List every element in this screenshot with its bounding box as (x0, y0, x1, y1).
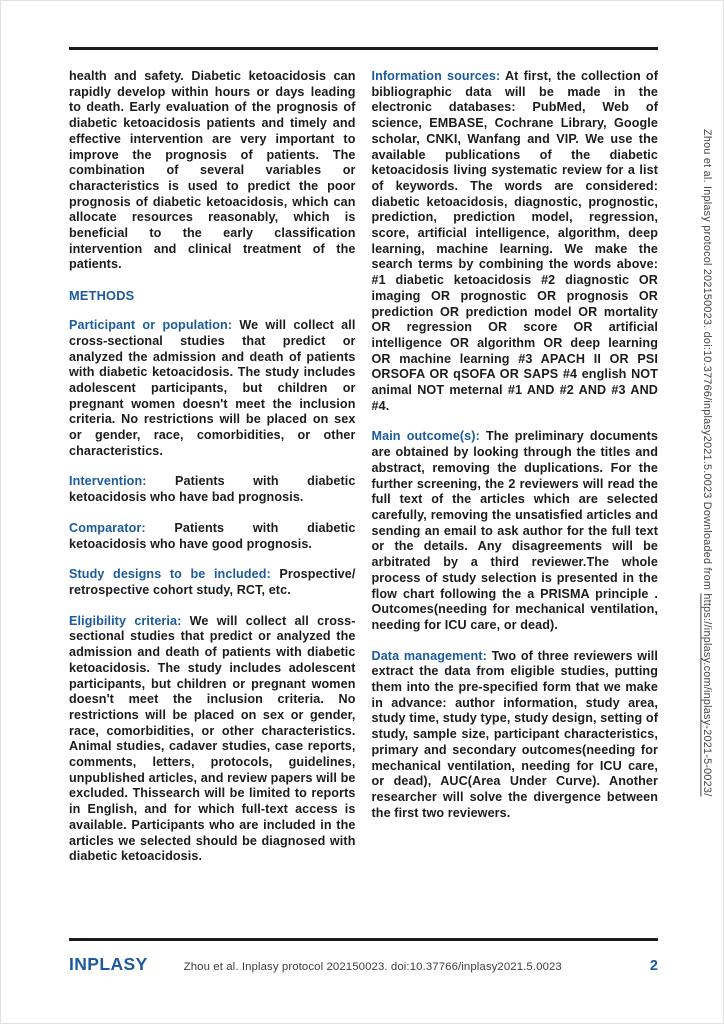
section-intervention (69, 474, 356, 505)
section-text: The preliminary documents are obtained by looking through the titles and abstract, removing the duplications. For the further screening, the 2 reviewers will read the full text of the articles which are selected carefully, removing the unsatisfied articles and sending an email to ask author for the full text or the details. Any disagreements will be arbitrated by a third reviewer.The whole process of study selection is presented in the flow chart following the a PRISMA principle . Outcomes(needing for mechanical ventilation, needing for ICU care, or dead). (371, 429, 658, 632)
paragraph-text: health and safety. Diabetic ketoacidosis can rapidly develop within hours or days leading to death. Early evaluation of the prognosis of diabetic ketoacidosis patients and timely and effective intervention are very important to improve the prognosis of patients. The combination of several variables or characteristics is used to predict the poor prognosis of diabetic ketoacidosis, which can allocate resources reasonably, which is beneficial to the early classification intervention and clinical treatment of the patients. (69, 69, 356, 272)
section-label: Information sources: (371, 69, 501, 83)
section-label: Participant or population: (69, 318, 233, 333)
section-text: We will collect all cross-sectional studies that predict or analyzed the admission and death of patients with diabetic ketoacidosis. The study includes adolescent participants, but children or pregnant women doesn't meet the inclusion criteria. No restrictions will be placed on sex or gender, race, comorbidities, or other characteristics. Animal studies, cadaver studies, case reports, comments, letters, protocols, guidelines, unpublished articles, and review papers will be excluded. Thissearch will be limited to reports in English, and for which full-text access is available. Participants who are included in the articles we selected should be diagnosed with diabetic ketoacidosis. (69, 613, 356, 864)
paragraph-introduction-continued (69, 69, 356, 273)
section-label: Main outcome(s): (371, 429, 480, 444)
page-number: 2 (649, 958, 658, 974)
page-body (69, 69, 658, 865)
section-text: We will collect all cross-sectional studies that predict or analyzed the admission and death of patients with diabetic ketoacidosis. The study includes adolescent participants, but children or pregnant women doesn't meet the inclusion criteria. No restrictions will be placed on sex or gender, race, comorbidities, or other characteristics. (69, 318, 356, 458)
section-comparator (69, 521, 356, 552)
section-information-sources (372, 69, 659, 414)
section-eligibility-criteria (69, 614, 356, 865)
methods-heading: METHODS (69, 288, 135, 304)
section-text: Two of three reviewers will extract the data from eligible studies, putting them into the pre-specified form that we make in advance: author information, study area, study time, study type, study design, setting of study, sample size, participant characteristics, primary and secondary outcomes(needing for mechanical ventilation, needing for ICU care, or dead), AUC(Area Under Curve). Another researcher will solve the divergence between the first two reviewers. (371, 648, 658, 820)
section-participant-or-population (69, 318, 356, 459)
section-label: Study designs to be included: (69, 567, 271, 582)
inplasy-logo: INPLASY (69, 954, 148, 974)
section-label: Data management: (371, 648, 487, 663)
left-column (69, 69, 356, 865)
rotated-margin-citation (701, 129, 713, 796)
section-text: Patients with diabetic ketoacidosis who have bad prognosis. (69, 474, 356, 505)
section-label: Eligibility criteria: (69, 613, 182, 628)
section-main-outcomes (372, 429, 659, 633)
margin-citation-link[interactable]: https://inplasy.com/inplasy-2021-5-0023/ (701, 593, 713, 797)
section-text: Patients with diabetic ketoacidosis who have good prognosis. (69, 520, 356, 551)
page-footer (69, 954, 658, 975)
footer-citation: Zhou et al. Inplasy protocol 202150023. doi:10.37766/inplasy2021.5.0023 (183, 961, 562, 973)
margin-citation-text: Zhou et al. Inplasy protocol 202150023. doi:10.37766/inplasy2021.5.0023 Downloaded from (701, 129, 713, 594)
top-rule (69, 47, 658, 50)
section-label: Intervention: (69, 474, 147, 489)
section-data-management (372, 649, 659, 822)
section-text: At first, the collection of bibliographic data will be made in the electronic databases: PubMed, Web of science, EMBASE, Cochrane Library, Google scholar, CNKI, Wanfang and VIP. We use the available publications of the diabetic ketoacidosis living systematic review for a list of keywords. The words are considered: diabetic ketoacidosis, diagnostic, prognostic, prediction, prediction model, regression, score, artificial intelligence, algorithm, deep learning, machine learning. We make the search terms by combining the words above: #1 diabetic ketoacidosis #2 diagnostic OR imaging OR prognostic OR prognosis OR prediction OR prediction model OR mortality OR regression OR score OR artificial intelligence OR algorithm OR deep learning OR machine learning #3 APACH II OR PSI ORSOFA OR qSOFA OR SAPS #4 english NOT animal NOT meternal #1 AND #2 AND #3 AND #4. (371, 69, 658, 413)
section-text: Prospective/ retrospective cohort study, RCT, etc. (69, 567, 356, 597)
section-study-designs (69, 567, 356, 598)
section-label: Comparator: (69, 520, 146, 535)
footer-rule (69, 938, 658, 941)
right-column (372, 69, 659, 865)
